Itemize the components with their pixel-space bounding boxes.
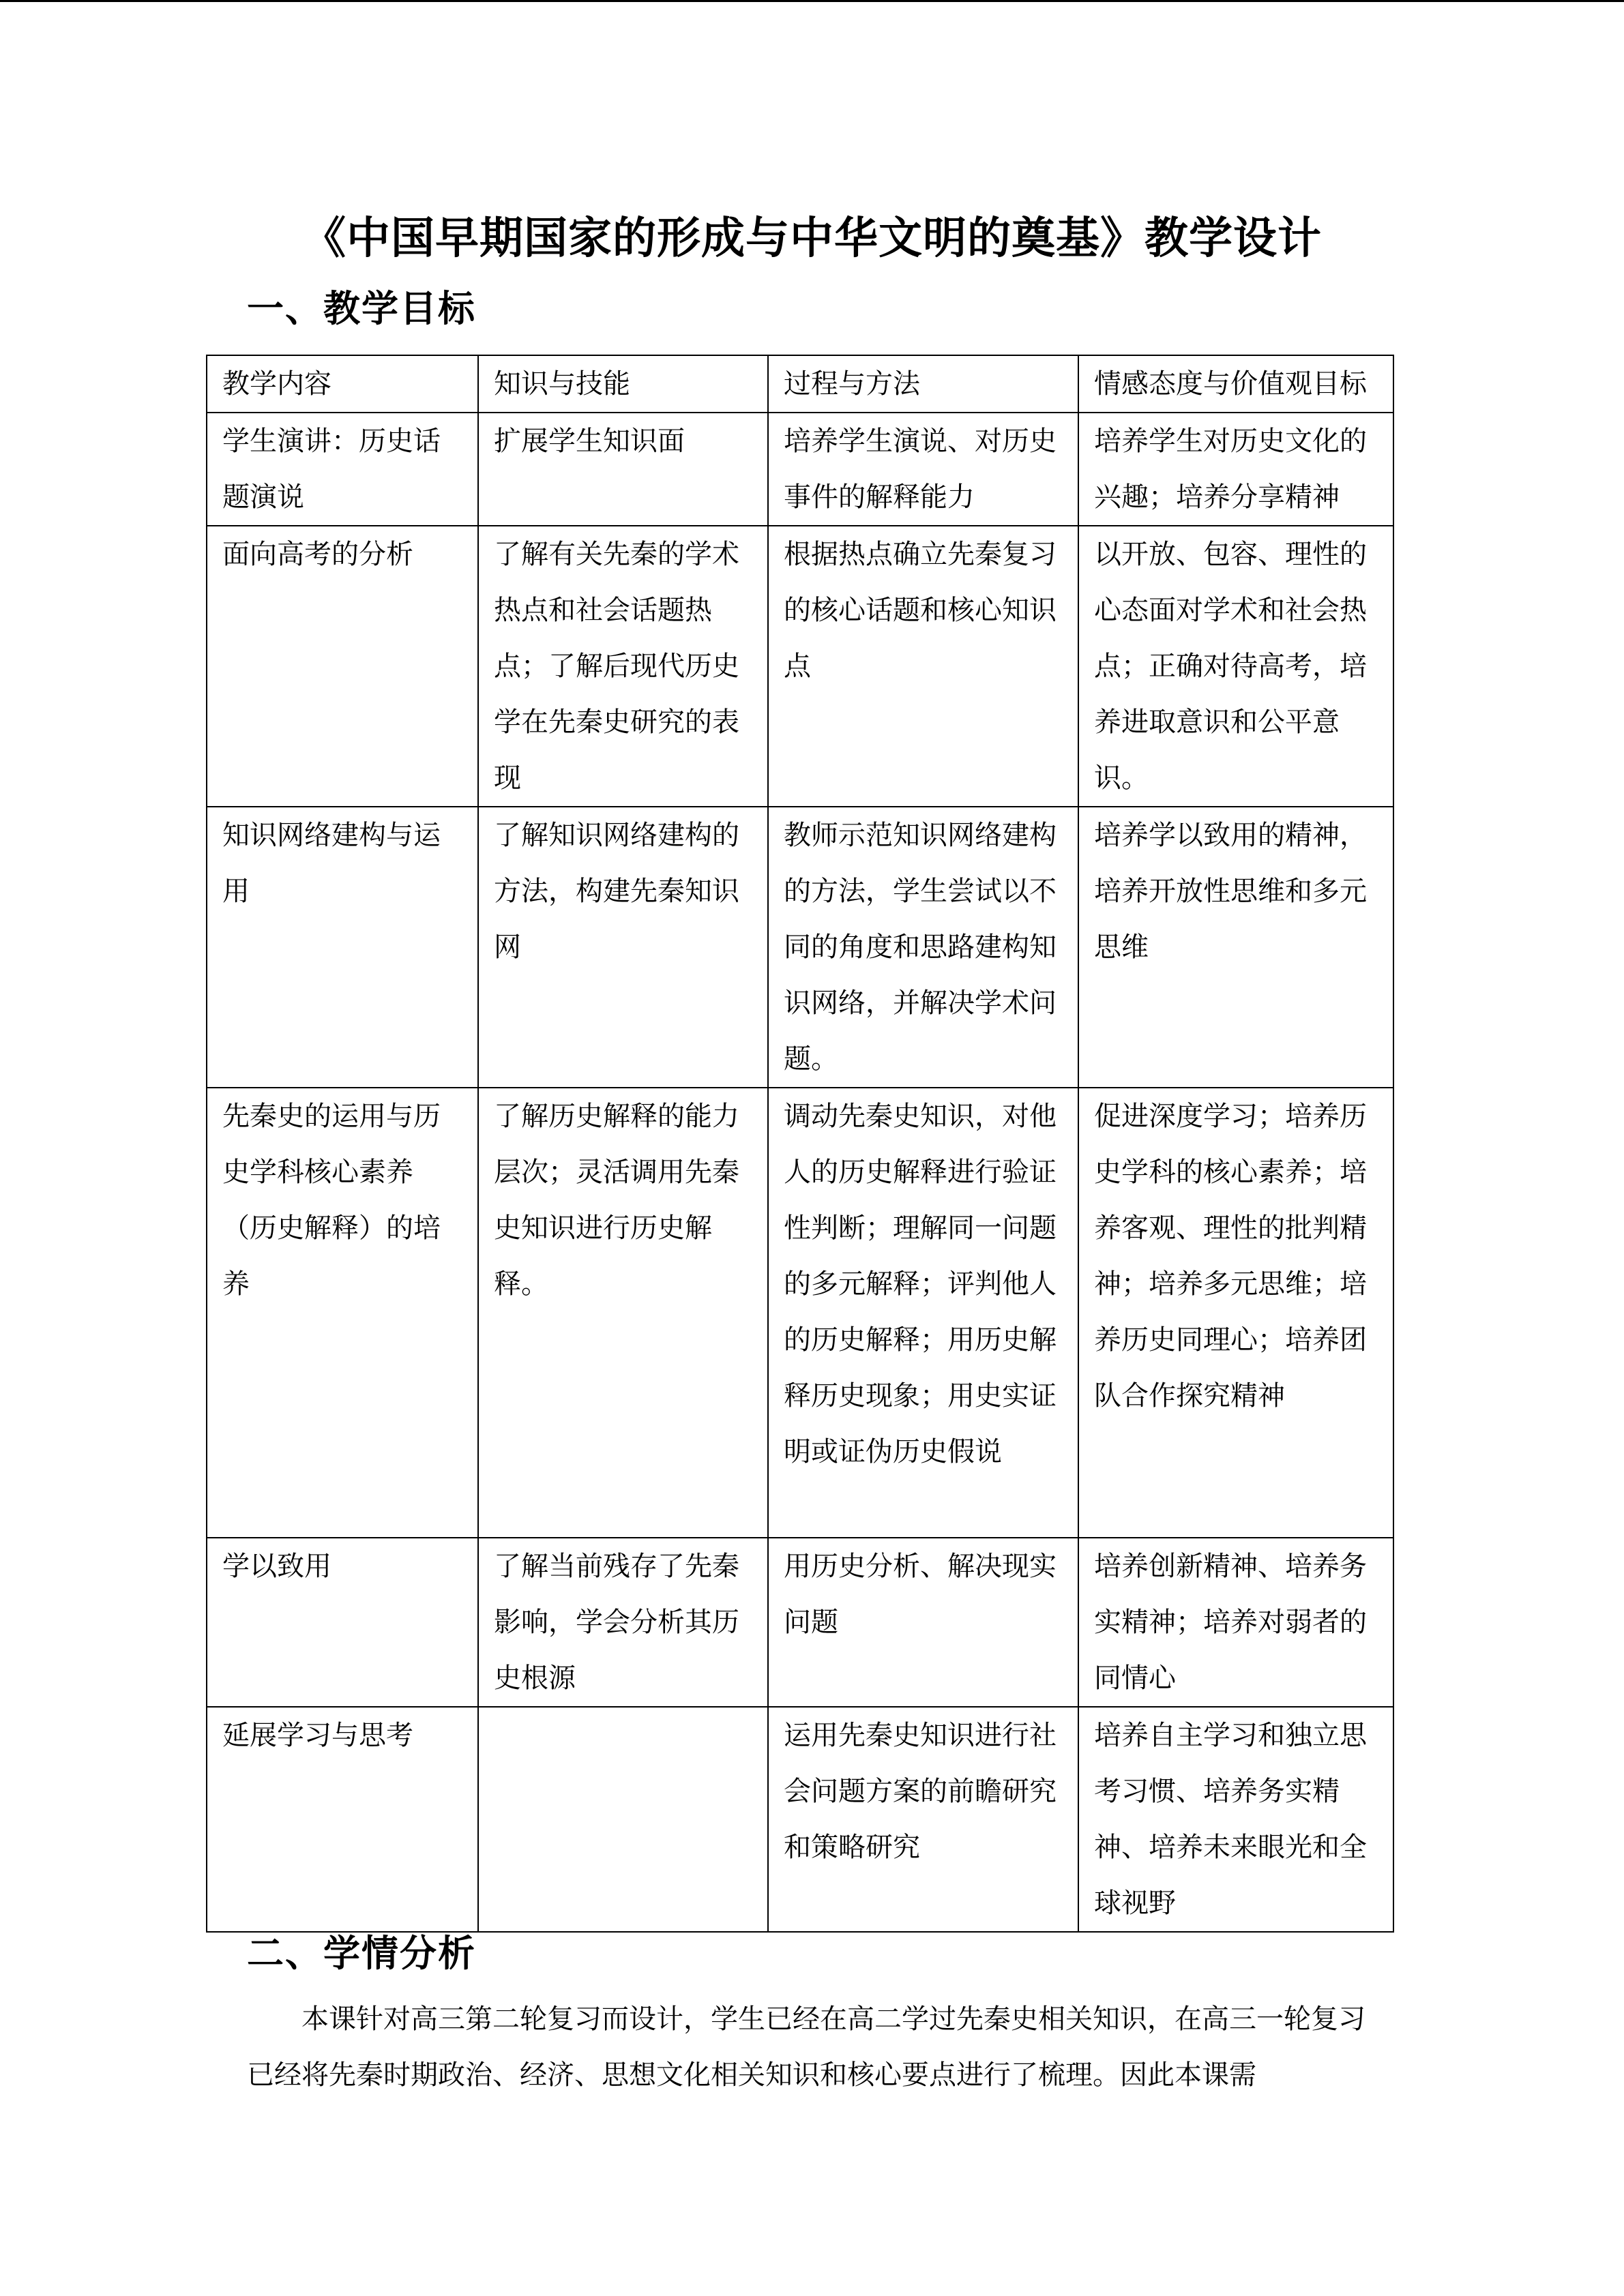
table-row: [207, 1088, 1393, 1538]
table-cell: 培养学以致用的精神，培养开放性思维和多元思维: [1078, 807, 1393, 1088]
table-cell: 运用先秦史知识进行社会问题方案的前瞻研究和策略研究: [768, 1707, 1078, 1932]
table-cell: 了解有关先秦的学术热点和社会话题热点；了解后现代历史学在先秦史研究的表现: [478, 526, 768, 807]
table-cell: [478, 1707, 768, 1932]
table-cell: 培养学生对历史文化的兴趣；培养分享精神: [1078, 413, 1393, 526]
table-cell: 根据热点确立先秦复习的核心话题和核心知识点: [768, 526, 1078, 807]
table-cell: 调动先秦史知识，对他人的历史解释进行验证性判断；理解同一问题的多元解释；评判他人的历史解释；用历史解释历史现象；用史实证明或证伪历史假说: [768, 1088, 1078, 1538]
table-cell: 培养自主学习和独立思考习惯、培养务实精神、培养未来眼光和全球视野: [1078, 1707, 1393, 1932]
table-cell: 促进深度学习；培养历史学科的核心素养；培养客观、理性的批判精神；培养多元思维；培养历史同理心；培养团队合作探究精神: [1078, 1088, 1393, 1538]
table-cell: 学生演讲：历史话题演说: [207, 413, 478, 526]
table-header-cell: 教学内容: [207, 355, 478, 413]
table-cell: 培养创新精神、培养务实精神；培养对弱者的同情心: [1078, 1538, 1393, 1707]
table-header-row: [207, 355, 1393, 413]
table-cell: 教师示范知识网络建构的方法，学生尝试以不同的角度和思路建构知识网络，并解决学术问题。: [768, 807, 1078, 1088]
teaching-goals-table: [206, 355, 1394, 1933]
section-heading-teaching-goals: 一、教学目标: [247, 286, 476, 330]
table-cell: 先秦史的运用与历史学科核心素养（历史解释）的培养: [207, 1088, 478, 1538]
table-row: [207, 1538, 1393, 1707]
table-cell: 了解知识网络建构的方法，构建先秦知识网: [478, 807, 768, 1088]
table-cell: 培养学生演说、对历史事件的解释能力: [768, 413, 1078, 526]
table-row: [207, 1707, 1393, 1932]
table-cell: 用历史分析、解决现实问题: [768, 1538, 1078, 1707]
section-heading-student-analysis: 二、学情分析: [247, 1931, 476, 1975]
table-cell: 扩展学生知识面: [478, 413, 768, 526]
table-cell: 延展学习与思考: [207, 1707, 478, 1932]
table-header-cell: 知识与技能: [478, 355, 768, 413]
table-header-cell: 情感态度与价值观目标: [1078, 355, 1393, 413]
table-row: [207, 413, 1393, 526]
table-row: [207, 807, 1393, 1088]
table-cell: 知识网络建构与运用: [207, 807, 478, 1088]
table-cell: 学以致用: [207, 1538, 478, 1707]
table-cell: 了解当前残存了先秦影响，学会分析其历史根源: [478, 1538, 768, 1707]
table-row: [207, 526, 1393, 807]
table-cell: 面向高考的分析: [207, 526, 478, 807]
document-title: 《中国早期国家的形成与中华文明的奠基》教学设计: [302, 213, 1322, 264]
page-top-border: [0, 0, 1624, 2]
table-header-cell: 过程与方法: [768, 355, 1078, 413]
student-analysis-paragraph: 本课针对高三第二轮复习而设计，学生已经在高二学过先秦史相关知识，在高三一轮复习已经将先秦时期政治、经济、思想文化相关知识和核心要点进行了梳理。因此本课需: [247, 2003, 1365, 2091]
table-cell: 以开放、包容、理性的心态面对学术和社会热点；正确对待高考，培养进取意识和公平意识。: [1078, 526, 1393, 807]
table-cell: 了解历史解释的能力层次；灵活调用先秦史知识进行历史解释。: [478, 1088, 768, 1538]
